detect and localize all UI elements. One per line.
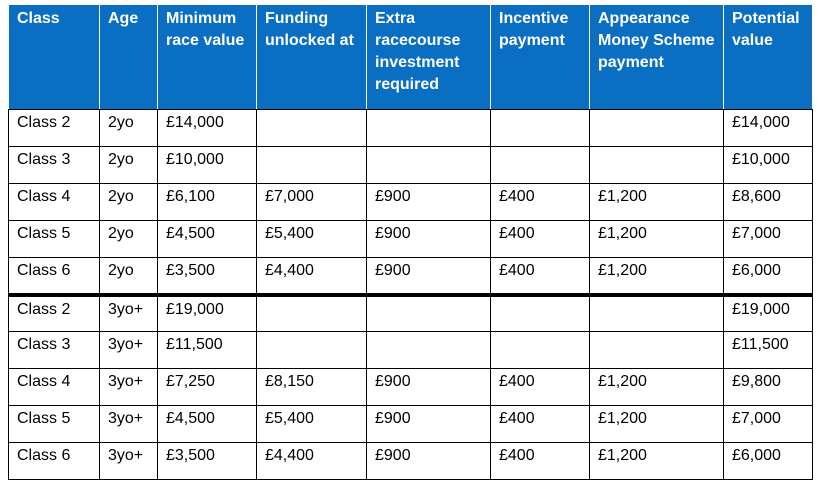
cell-class: Class 3 <box>9 332 100 369</box>
table-row <box>9 258 813 295</box>
cell-minimum-race-value: £4,500 <box>158 406 257 443</box>
cell-age: 3yo+ <box>100 295 158 332</box>
cell-extra-investment <box>367 147 491 184</box>
cell-incentive-payment: £400 <box>491 258 590 295</box>
cell-potential-value: £9,800 <box>724 369 813 406</box>
cell-extra-investment: £900 <box>367 369 491 406</box>
cell-incentive-payment: £400 <box>491 369 590 406</box>
table-row <box>9 221 813 258</box>
header-appearance-money: Appearance Money Scheme payment <box>590 5 724 110</box>
cell-extra-investment <box>367 332 491 369</box>
header-potential-value: Potential value <box>724 5 813 110</box>
cell-minimum-race-value: £19,000 <box>158 295 257 332</box>
cell-appearance-money: £1,200 <box>590 258 724 295</box>
cell-appearance-money <box>590 332 724 369</box>
table-row <box>9 443 813 480</box>
cell-age: 2yo <box>100 147 158 184</box>
cell-minimum-race-value: £6,100 <box>158 184 257 221</box>
cell-appearance-money <box>590 295 724 332</box>
table-row <box>9 147 813 184</box>
header-age: Age <box>100 5 158 110</box>
cell-incentive-payment <box>491 332 590 369</box>
cell-potential-value: £11,500 <box>724 332 813 369</box>
cell-incentive-payment <box>491 295 590 332</box>
cell-funding-unlocked-at <box>257 110 367 147</box>
header-funding-unlocked-at: Funding unlocked at <box>257 5 367 110</box>
cell-appearance-money: £1,200 <box>590 406 724 443</box>
cell-potential-value: £19,000 <box>724 295 813 332</box>
cell-class: Class 4 <box>9 369 100 406</box>
header-extra-investment: Extra racecourse investment required <box>367 5 491 110</box>
cell-class: Class 2 <box>9 110 100 147</box>
cell-class: Class 5 <box>9 221 100 258</box>
cell-appearance-money: £1,200 <box>590 369 724 406</box>
cell-incentive-payment: £400 <box>491 443 590 480</box>
header-class: Class <box>9 5 100 110</box>
cell-appearance-money: £1,200 <box>590 221 724 258</box>
table-row <box>9 184 813 221</box>
header-row <box>9 5 813 110</box>
cell-class: Class 2 <box>9 295 100 332</box>
cell-class: Class 5 <box>9 406 100 443</box>
cell-potential-value: £6,000 <box>724 258 813 295</box>
cell-appearance-money: £1,200 <box>590 184 724 221</box>
cell-potential-value: £7,000 <box>724 221 813 258</box>
cell-potential-value: £14,000 <box>724 110 813 147</box>
cell-funding-unlocked-at: £7,000 <box>257 184 367 221</box>
cell-class: Class 6 <box>9 443 100 480</box>
cell-minimum-race-value: £14,000 <box>158 110 257 147</box>
cell-incentive-payment: £400 <box>491 406 590 443</box>
cell-funding-unlocked-at <box>257 147 367 184</box>
cell-extra-investment: £900 <box>367 221 491 258</box>
cell-extra-investment <box>367 295 491 332</box>
cell-class: Class 6 <box>9 258 100 295</box>
cell-funding-unlocked-at: £4,400 <box>257 443 367 480</box>
cell-extra-investment: £900 <box>367 184 491 221</box>
cell-age: 2yo <box>100 258 158 295</box>
cell-funding-unlocked-at: £5,400 <box>257 406 367 443</box>
header-minimum-race-value: Minimum race value <box>158 5 257 110</box>
cell-class: Class 3 <box>9 147 100 184</box>
cell-age: 2yo <box>100 184 158 221</box>
cell-funding-unlocked-at <box>257 332 367 369</box>
cell-funding-unlocked-at <box>257 295 367 332</box>
cell-age: 2yo <box>100 221 158 258</box>
header-incentive-payment: Incentive payment <box>491 5 590 110</box>
cell-age: 3yo+ <box>100 332 158 369</box>
cell-minimum-race-value: £3,500 <box>158 443 257 480</box>
cell-incentive-payment: £400 <box>491 184 590 221</box>
cell-minimum-race-value: £4,500 <box>158 221 257 258</box>
table-row <box>9 295 813 332</box>
cell-funding-unlocked-at: £5,400 <box>257 221 367 258</box>
cell-minimum-race-value: £3,500 <box>158 258 257 295</box>
cell-minimum-race-value: £7,250 <box>158 369 257 406</box>
cell-potential-value: £8,600 <box>724 184 813 221</box>
table-row <box>9 332 813 369</box>
cell-age: 3yo+ <box>100 406 158 443</box>
cell-extra-investment: £900 <box>367 443 491 480</box>
cell-funding-unlocked-at: £8,150 <box>257 369 367 406</box>
cell-appearance-money: £1,200 <box>590 443 724 480</box>
table-row <box>9 369 813 406</box>
cell-extra-investment <box>367 110 491 147</box>
cell-funding-unlocked-at: £4,400 <box>257 258 367 295</box>
cell-appearance-money <box>590 110 724 147</box>
table-row <box>9 110 813 147</box>
race-funding-table <box>8 4 813 480</box>
cell-minimum-race-value: £11,500 <box>158 332 257 369</box>
cell-potential-value: £10,000 <box>724 147 813 184</box>
cell-extra-investment: £900 <box>367 258 491 295</box>
cell-potential-value: £6,000 <box>724 443 813 480</box>
cell-age: 3yo+ <box>100 443 158 480</box>
cell-minimum-race-value: £10,000 <box>158 147 257 184</box>
cell-extra-investment: £900 <box>367 406 491 443</box>
cell-appearance-money <box>590 147 724 184</box>
cell-incentive-payment: £400 <box>491 221 590 258</box>
cell-age: 3yo+ <box>100 369 158 406</box>
table-row <box>9 406 813 443</box>
cell-class: Class 4 <box>9 184 100 221</box>
cell-incentive-payment <box>491 147 590 184</box>
cell-incentive-payment <box>491 110 590 147</box>
cell-age: 2yo <box>100 110 158 147</box>
cell-potential-value: £7,000 <box>724 406 813 443</box>
